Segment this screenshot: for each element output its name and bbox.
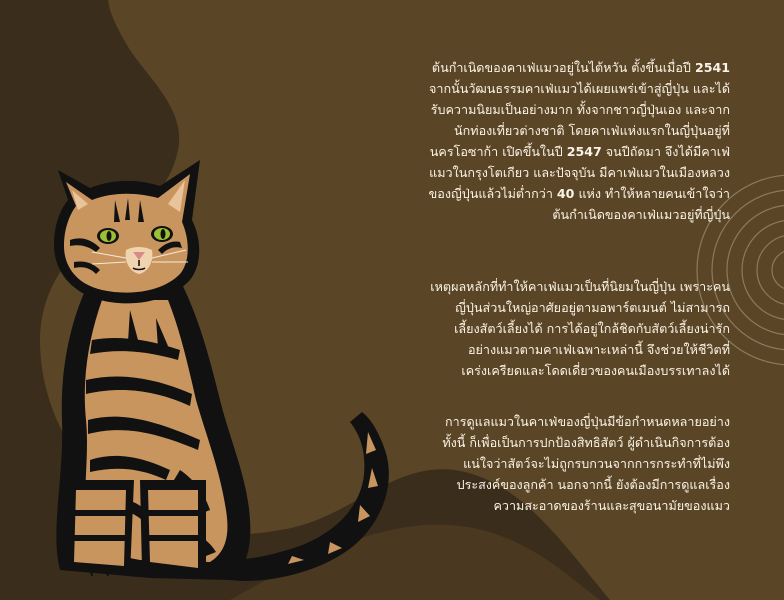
cat-tail xyxy=(225,412,389,581)
highlighted-number: 40 xyxy=(556,186,575,201)
text-line: เหตุผลหลักที่ทำให้คาเฟ่แมวเป็นที่นิยมในญี่ปุ่น เพราะคน xyxy=(430,279,730,294)
tabby-cat-illustration xyxy=(30,150,410,590)
text-line: ต้นกำเนิดของคาเฟ่แมวอยู่ในไต้หวัน ตั้งขึ้นเมื่อปี 2541 xyxy=(431,60,730,75)
text-line: ทั้งนี้ ก็เพื่อเป็นการปกป้องสิทธิสัตว์ ผู้ดำเนินกิจการต้อง xyxy=(442,435,730,450)
text-line: ความสะอาดของร้านและสุขอนามัยของแมว xyxy=(493,498,730,513)
text-line: นครโอซาก้า เปิดขึ้นในปี 2547 จนปีถัดมา จึงได้มีคาเฟ่ xyxy=(429,144,730,159)
highlighted-number: 2547 xyxy=(566,144,602,159)
paragraph-origin xyxy=(400,57,730,225)
text-line: แมวในกรุงโตเกียว และปัจจุบัน มีคาเฟ่แมวในเมืองหลวง xyxy=(429,165,730,180)
text-line: ญี่ปุ่นส่วนใหญ่อาศัยอยู่ตามอพาร์ตเมนต์ ไม่สามารถ xyxy=(455,300,730,315)
text-line: ต้นกำเนิดของคาเฟ่แมวอยู่ที่ญี่ปุ่น xyxy=(552,207,730,222)
text-line: นักท่องเที่ยวต่างชาติ โดยคาเฟ่แห่งแรกในญี่ปุ่นอยู่ที่ xyxy=(454,123,730,138)
text-line: แน่ใจว่าสัตว์จะไม่ถูกรบกวนจากการกระทำที่ไม่พึง xyxy=(463,456,730,471)
text-line: ของญี่ปุ่นแล้วไม่ต่ำกว่า 40 แห่ง ทำให้หลายคนเข้าใจว่า xyxy=(428,186,730,201)
text-line: อย่างแมวตามคาเฟ่เฉพาะเหล่านี้ จึงช่วยให้ชีวิตที่ xyxy=(467,342,730,357)
paragraph-care-rules xyxy=(400,411,730,516)
text-line: ประสงค์ของลูกค้า นอกจากนี้ ยังต้องมีการดูแลเรื่อง xyxy=(456,477,730,492)
text-line: เลี้ยงสัตว์เลี้ยงได้ การได้อยู่ใกล้ชิดกับสัตว์เลี้ยงน่ารัก xyxy=(454,321,730,336)
text-line: รับความนิยมเป็นอย่างมาก ทั้งจากชาวญี่ปุ่นเอง และจาก xyxy=(430,102,730,117)
text-line: จากนั้นวัฒนธรรมคาเฟ่แมวได้เผยแพร่เข้าสู่ญี่ปุ่น และได้ xyxy=(429,81,730,96)
paragraph-popularity-reason xyxy=(394,276,730,381)
highlighted-number: 2541 xyxy=(694,60,730,75)
text-line: เคร่งเครียดและโดดเดี่ยวของคนเมืองบรรเทาลงได้ xyxy=(461,363,730,378)
text-line: การดูแลแมวในคาเฟ่ของญี่ปุ่นมีข้อกำหนดหลายอย่าง xyxy=(445,414,730,429)
